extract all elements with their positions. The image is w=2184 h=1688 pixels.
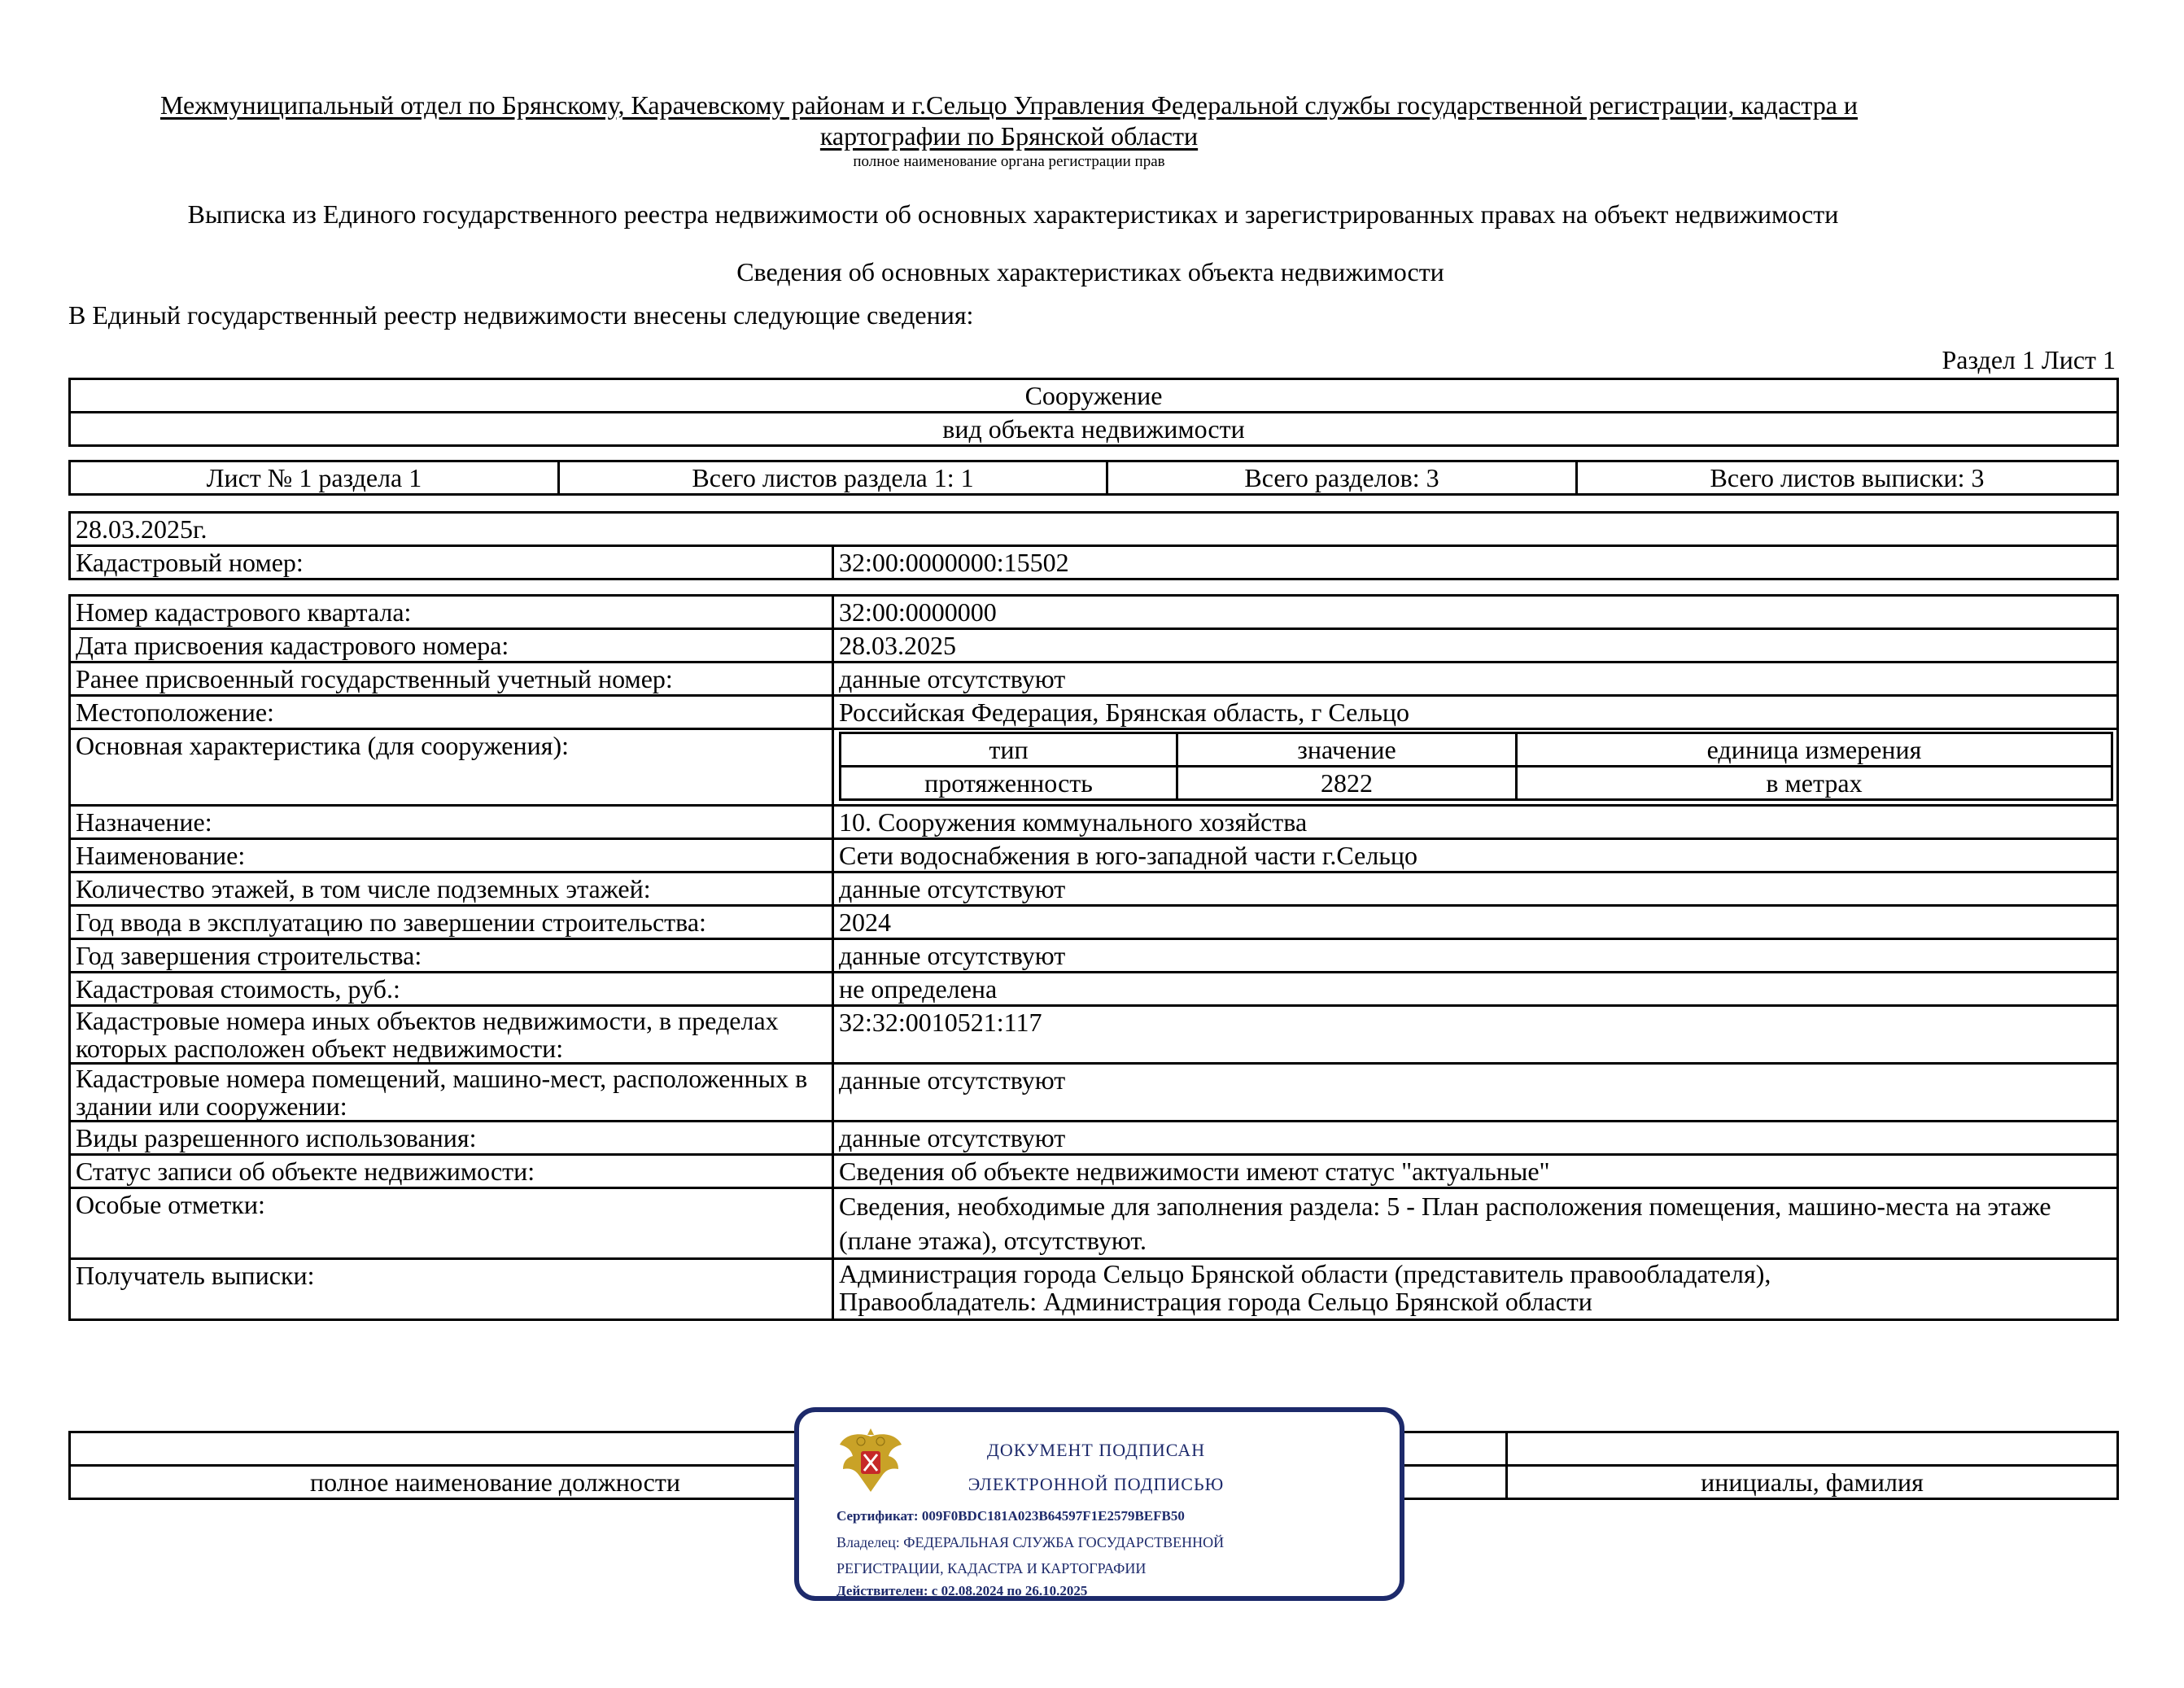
characteristics-table (68, 594, 2119, 1321)
row-label: Виды разрешенного использования: (70, 1122, 833, 1155)
row-label: Получатель выписки: (70, 1259, 833, 1320)
table-row (70, 973, 2118, 1006)
row-value: 32:00:0000000 (833, 596, 2118, 629)
row-value: данные отсутствуют (833, 663, 2118, 696)
section-title: Сведения об основных характеристиках объекта недвижимости (736, 257, 1444, 286)
char-type: протяженность (841, 767, 1177, 800)
org-name-line1: Межмуниципальный отдел по Брянскому, Карачевскому районам и г.Сельцо Управления Федеральной службы государственной регистрации, кадастра и (159, 90, 1859, 120)
row-label: Ранее присвоенный государственный учетный номер: (70, 663, 833, 696)
row-value: данные отсутствуют (833, 939, 2118, 973)
object-type-table (68, 378, 2119, 447)
row-value: Сведения, необходимые для заполнения раздела: 5 - План расположения помещения, машино-места на этаже (плане этажа), отсутствуют. (833, 1188, 2118, 1259)
row-label: Кадастровая стоимость, руб.: (70, 973, 833, 1006)
row-label: Основная характеристика (для сооружения): (70, 729, 833, 806)
row-value (833, 1259, 2118, 1320)
coat-of-arms-icon (836, 1423, 905, 1497)
table-row (70, 1006, 2118, 1064)
date-cadastral-table (68, 511, 2119, 580)
head-value: значение (1177, 733, 1517, 767)
head-type: тип (841, 733, 1177, 767)
sheets-table (68, 460, 2119, 496)
section-sheets-total: Всего листов раздела 1: 1 (559, 461, 1107, 495)
table-row (70, 596, 2118, 629)
extract-sheets-total: Всего листов выписки: 3 (1577, 461, 2118, 495)
name-caption: инициалы, фамилия (1507, 1466, 2118, 1499)
main-characteristic-cell (833, 729, 2118, 806)
row-value: Сведения об объекте недвижимости имеют статус "актуальные" (833, 1155, 2118, 1188)
row-label: Год ввода в эксплуатацию по завершении строительства: (70, 906, 833, 939)
recipient-line1: Администрация города Сельцо Брянской области (представитель правообладателя), (839, 1259, 1771, 1288)
signature-position-cell (70, 1432, 921, 1466)
intro-text: В Единый государственный реестр недвижимости внесены следующие сведения: (68, 300, 974, 330)
stamp-validity: Действителен: с 02.08.2024 по 26.10.2025 (836, 1583, 1088, 1598)
row-label: Статус записи об объекте недвижимости: (70, 1155, 833, 1188)
stamp-owner-line1: Владелец: ФЕДЕРАЛЬНАЯ СЛУЖБА ГОСУДАРСТВЕННОЙ (836, 1534, 1225, 1550)
cadastral-number-label: Кадастровый номер: (70, 546, 833, 579)
table-row (70, 839, 2118, 872)
object-type-value: Сооружение (70, 379, 2118, 413)
section-reference: Раздел 1 Лист 1 (1942, 345, 2116, 374)
head-unit: единица измерения (1517, 733, 2112, 767)
char-unit: в метрах (1517, 767, 2112, 800)
signature-name-cell (1507, 1432, 2118, 1466)
char-value: 2822 (1177, 767, 1517, 800)
recipient-line2: Правообладатель: Администрация города Сельцо Брянской области (839, 1287, 1592, 1316)
table-row (70, 939, 2118, 973)
stamp-certificate: Сертификат: 009F0BDC181A023B64597F1E2579BEFB50 (836, 1508, 1185, 1524)
row-label: Номер кадастрового квартала: (70, 596, 833, 629)
row-value: Сети водоснабжения в юго-западной части г.Сельцо (833, 839, 2118, 872)
row-value: 28.03.2025 (833, 629, 2118, 663)
row-value: не определена (833, 973, 2118, 1006)
table-row (70, 1155, 2118, 1188)
stamp-line1: ДОКУМЕНТ ПОДПИСАН (986, 1440, 1206, 1460)
row-label: Назначение: (70, 806, 833, 839)
extract-date: 28.03.2025г. (70, 513, 2118, 546)
table-row (70, 1188, 2118, 1259)
table-row (70, 1259, 2118, 1320)
row-label: Дата присвоения кадастрового номера: (70, 629, 833, 663)
row-label: Количество этажей, в том числе подземных этажей: (70, 872, 833, 906)
electronic-signature-stamp (794, 1407, 1404, 1601)
row-label: Особые отметки: (70, 1188, 833, 1259)
table-row (70, 663, 2118, 696)
table-row (70, 872, 2118, 906)
cadastral-number-value: 32:00:0000000:15502 (833, 546, 2118, 579)
table-row (70, 1064, 2118, 1122)
sheet-number: Лист № 1 раздела 1 (70, 461, 559, 495)
document-title: Выписка из Единого государственного реестра недвижимости об основных характеристиках и зарегистрированных правах на объект недвижимости (187, 199, 1839, 229)
org-name-line2: картографии по Брянской области (819, 121, 1199, 151)
row-label: Наименование: (70, 839, 833, 872)
table-row (70, 729, 2118, 806)
row-value: 2024 (833, 906, 2118, 939)
table-row (70, 806, 2118, 839)
main-characteristic-table (839, 732, 2113, 801)
table-row (70, 1122, 2118, 1155)
table-row (70, 629, 2118, 663)
table-row (70, 906, 2118, 939)
org-name (98, 90, 1920, 151)
row-label: Кадастровые номера иных объектов недвижимости, в пределах которых расположен объект недвижимости: (70, 1006, 833, 1064)
sections-total: Всего разделов: 3 (1107, 461, 1577, 495)
row-label: Местоположение: (70, 696, 833, 729)
row-value: Российская Федерация, Брянская область, г Сельцо (833, 696, 2118, 729)
org-caption: полное наименование органа регистрации прав (853, 153, 1165, 170)
row-value: данные отсутствуют (833, 872, 2118, 906)
row-label: Кадастровые номера помещений, машино-мест, расположенных в здании или сооружении: (70, 1064, 833, 1122)
table-row (70, 696, 2118, 729)
row-value: данные отсутствуют (833, 1064, 2118, 1122)
position-caption: полное наименование должности (70, 1466, 921, 1499)
row-value: 10. Сооружения коммунального хозяйства (833, 806, 2118, 839)
object-type-caption: вид объекта недвижимости (70, 413, 2118, 446)
row-value: 32:32:0010521:117 (833, 1006, 2118, 1064)
row-label: Год завершения строительства: (70, 939, 833, 973)
stamp-line2: ЭЛЕКТРОННОЙ ПОДПИСЬЮ (968, 1474, 1225, 1494)
stamp-owner-line2: РЕГИСТРАЦИИ, КАДАСТРА И КАРТОГРАФИИ (836, 1560, 1147, 1576)
row-value: данные отсутствуют (833, 1122, 2118, 1155)
